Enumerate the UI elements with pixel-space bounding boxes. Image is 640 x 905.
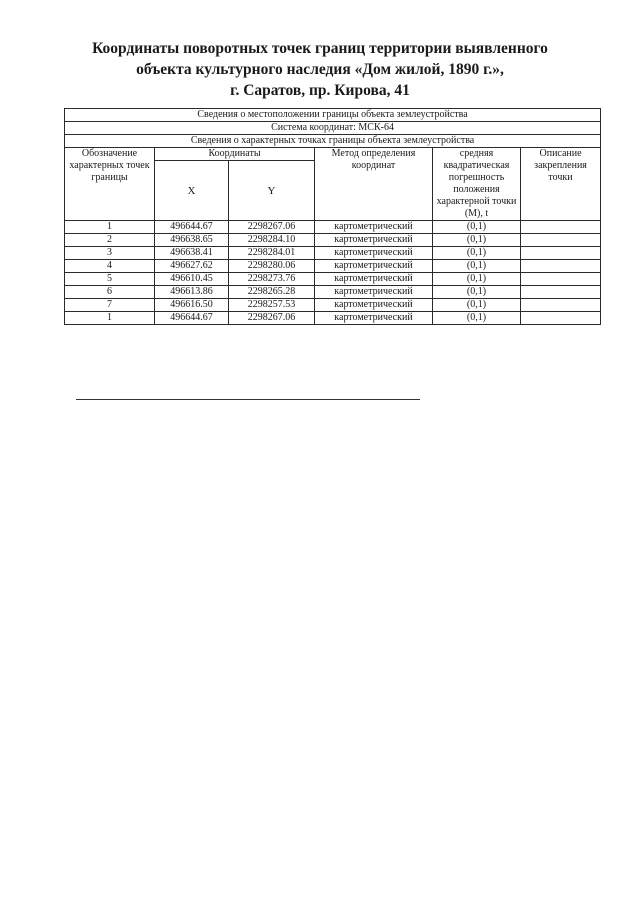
col-header-method: Метод определения координат — [315, 148, 433, 221]
cell-error: (0,1) — [433, 299, 521, 312]
cell-x: 496613.86 — [155, 286, 229, 299]
table-row — [65, 286, 601, 299]
cell-method: картометрический — [315, 221, 433, 234]
cell-point: 1 — [65, 221, 155, 234]
col-header-point: Обозначение характерных точек границы — [65, 148, 155, 221]
cell-y: 2298280.06 — [229, 260, 315, 273]
cell-y: 2298267.06 — [229, 312, 315, 325]
title-line-3: г. Саратов, пр. Кирова, 41 — [230, 82, 410, 99]
title-line-2: объекта культурного наследия «Дом жилой, 1890 г.», — [136, 61, 504, 78]
cell-x: 496644.67 — [155, 221, 229, 234]
cell-description — [521, 234, 601, 247]
cell-description — [521, 221, 601, 234]
table-row — [65, 234, 601, 247]
cell-error: (0,1) — [433, 273, 521, 286]
col-header-x: X — [155, 161, 229, 221]
table-row — [65, 312, 601, 325]
cell-point: 2 — [65, 234, 155, 247]
cell-y: 2298257.53 — [229, 299, 315, 312]
col-header-y: Y — [229, 161, 315, 221]
section-points-header: Сведения о характерных точках границы объекта землеустройства — [65, 135, 601, 148]
cell-error: (0,1) — [433, 247, 521, 260]
cell-method: картометрический — [315, 273, 433, 286]
col-header-coordinates: Координаты — [155, 148, 315, 161]
cell-x: 496638.41 — [155, 247, 229, 260]
section-location-header: Сведения о местоположении границы объекта землеустройства — [65, 109, 601, 122]
cell-method: картометрический — [315, 247, 433, 260]
document-title — [40, 38, 600, 101]
cell-method: картометрический — [315, 286, 433, 299]
coordinate-system-header: Система координат: МСК-64 — [65, 122, 601, 135]
signature-line — [76, 399, 420, 400]
cell-point: 1 — [65, 312, 155, 325]
cell-method: картометрический — [315, 260, 433, 273]
cell-method: картометрический — [315, 234, 433, 247]
cell-y: 2298284.10 — [229, 234, 315, 247]
coordinates-table — [64, 108, 601, 325]
col-header-error: средняя квадратическая погрешность положения характерной точки (М), t — [433, 148, 521, 221]
cell-description — [521, 273, 601, 286]
cell-method: картометрический — [315, 312, 433, 325]
cell-description — [521, 260, 601, 273]
cell-x: 496638.65 — [155, 234, 229, 247]
cell-description — [521, 312, 601, 325]
cell-point: 7 — [65, 299, 155, 312]
table-row — [65, 221, 601, 234]
table-row — [65, 273, 601, 286]
col-header-description: Описание закрепления точки — [521, 148, 601, 221]
cell-description — [521, 299, 601, 312]
title-line-1: Координаты поворотных точек границ территории выявленного — [92, 40, 548, 57]
cell-method: картометрический — [315, 299, 433, 312]
cell-error: (0,1) — [433, 312, 521, 325]
cell-y: 2298273.76 — [229, 273, 315, 286]
cell-point: 4 — [65, 260, 155, 273]
cell-x: 496616.50 — [155, 299, 229, 312]
cell-y: 2298284.01 — [229, 247, 315, 260]
cell-error: (0,1) — [433, 286, 521, 299]
cell-x: 496627.62 — [155, 260, 229, 273]
cell-error: (0,1) — [433, 260, 521, 273]
cell-error: (0,1) — [433, 221, 521, 234]
table-row — [65, 260, 601, 273]
table-row — [65, 299, 601, 312]
cell-point: 5 — [65, 273, 155, 286]
cell-error: (0,1) — [433, 234, 521, 247]
cell-description — [521, 247, 601, 260]
cell-description — [521, 286, 601, 299]
cell-y: 2298267.06 — [229, 221, 315, 234]
cell-point: 6 — [65, 286, 155, 299]
cell-x: 496610.45 — [155, 273, 229, 286]
cell-x: 496644.67 — [155, 312, 229, 325]
cell-point: 3 — [65, 247, 155, 260]
cell-y: 2298265.28 — [229, 286, 315, 299]
table-row — [65, 247, 601, 260]
